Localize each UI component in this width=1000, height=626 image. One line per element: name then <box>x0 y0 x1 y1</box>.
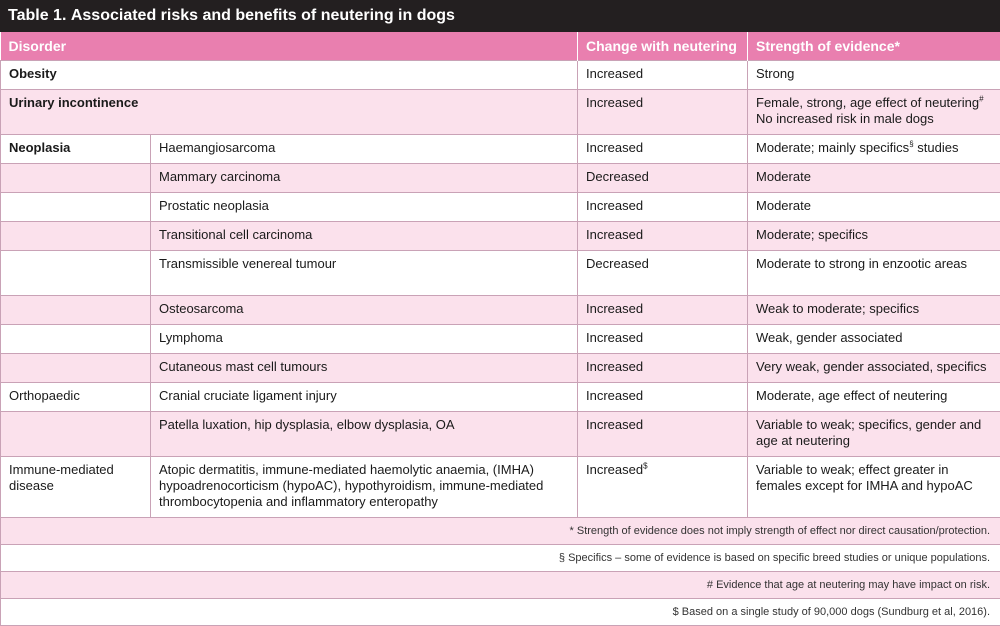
change-cell: Increased <box>578 135 748 164</box>
footnote-row <box>1 518 1000 545</box>
disorder-group-cell <box>1 325 151 354</box>
footnote-row <box>1 599 1000 626</box>
evidence-cell: Moderate, age effect of neutering <box>748 383 1000 412</box>
condition-cell: Cranial cruciate ligament injury <box>151 383 578 412</box>
change-cell: Increased <box>578 296 748 325</box>
disorder-cell: Obesity <box>1 61 578 90</box>
evidence-cell: Moderate <box>748 193 1000 222</box>
condition-cell: Osteosarcoma <box>151 296 578 325</box>
condition-cell: Transmissible venereal tumour <box>151 251 578 296</box>
condition-cell: Haemangiosarcoma <box>151 135 578 164</box>
change-cell: Increased$ <box>578 457 748 518</box>
disorder-group-cell: Orthopaedic <box>1 383 151 412</box>
condition-cell: Prostatic neoplasia <box>151 193 578 222</box>
condition-cell: Atopic dermatitis, immune-mediated haemolytic anaemia, (IMHA) hypoadrenocorticism (hypoAC), hypothyroidism, immune-mediated thrombocytopenia and inflammatory enteropathy <box>151 457 578 518</box>
disorder-group-cell <box>1 193 151 222</box>
table-title-text: Associated risks and benefits of neutering in dogs <box>71 7 455 24</box>
disorder-group-cell: Immune-mediated disease <box>1 457 151 518</box>
evidence-cell: Female, strong, age effect of neutering# No increased risk in male dogs <box>748 90 1000 135</box>
header-disorder: Disorder <box>1 32 578 61</box>
condition-cell: Lymphoma <box>151 325 578 354</box>
evidence-cell: Moderate <box>748 164 1000 193</box>
table-row <box>1 296 1000 325</box>
table-row <box>1 383 1000 412</box>
header-evidence: Strength of evidence* <box>748 32 1000 61</box>
evidence-cell: Strong <box>748 61 1000 90</box>
change-cell: Increased <box>578 90 748 135</box>
evidence-cell: Very weak, gender associated, specifics <box>748 354 1000 383</box>
neutering-table <box>0 32 1000 626</box>
table-row <box>1 90 1000 135</box>
disorder-group-cell <box>1 412 151 457</box>
evidence-cell: Moderate; mainly specifics§ studies <box>748 135 1000 164</box>
evidence-cell: Weak to moderate; specifics <box>748 296 1000 325</box>
evidence-cell: Variable to weak; effect greater in females except for IMHA and hypoAC <box>748 457 1000 518</box>
disorder-group-cell <box>1 222 151 251</box>
table-row <box>1 61 1000 90</box>
table-number: Table 1. <box>8 7 66 24</box>
table-row <box>1 251 1000 296</box>
condition-cell: Mammary carcinoma <box>151 164 578 193</box>
table-title <box>0 0 1000 32</box>
evidence-cell: Moderate; specifics <box>748 222 1000 251</box>
table-row <box>1 164 1000 193</box>
footnote-row <box>1 545 1000 572</box>
disorder-cell: Urinary incontinence <box>1 90 578 135</box>
change-cell: Increased <box>578 412 748 457</box>
footnote-dollar: $ Based on a single study of 90,000 dogs (Sundburg et al, 2016). <box>1 599 1000 626</box>
table-row <box>1 135 1000 164</box>
header-change: Change with neutering <box>578 32 748 61</box>
table-row <box>1 193 1000 222</box>
footnote-hash: # Evidence that age at neutering may have impact on risk. <box>1 572 1000 599</box>
evidence-cell: Weak, gender associated <box>748 325 1000 354</box>
table-row <box>1 457 1000 518</box>
evidence-cell: Variable to weak; specifics, gender and age at neutering <box>748 412 1000 457</box>
table-row <box>1 412 1000 457</box>
change-cell: Increased <box>578 325 748 354</box>
footnote-asterisk: * Strength of evidence does not imply strength of effect nor direct causation/protection. <box>1 518 1000 545</box>
disorder-group-cell <box>1 164 151 193</box>
footnote-row <box>1 572 1000 599</box>
disorder-group-cell <box>1 354 151 383</box>
footnote-section: § Specifics – some of evidence is based on specific breed studies or unique populations. <box>1 545 1000 572</box>
change-cell: Decreased <box>578 251 748 296</box>
table-row <box>1 222 1000 251</box>
evidence-cell: Moderate to strong in enzootic areas <box>748 251 1000 296</box>
condition-cell: Patella luxation, hip dysplasia, elbow dysplasia, OA <box>151 412 578 457</box>
change-cell: Increased <box>578 383 748 412</box>
condition-cell: Cutaneous mast cell tumours <box>151 354 578 383</box>
disorder-group-cell <box>1 251 151 296</box>
change-cell: Decreased <box>578 164 748 193</box>
header-row <box>1 32 1000 61</box>
change-cell: Increased <box>578 61 748 90</box>
table-row <box>1 325 1000 354</box>
condition-cell: Transitional cell carcinoma <box>151 222 578 251</box>
change-cell: Increased <box>578 193 748 222</box>
change-cell: Increased <box>578 354 748 383</box>
disorder-group-cell: Neoplasia <box>1 135 151 164</box>
change-cell: Increased <box>578 222 748 251</box>
table-row <box>1 354 1000 383</box>
disorder-group-cell <box>1 296 151 325</box>
